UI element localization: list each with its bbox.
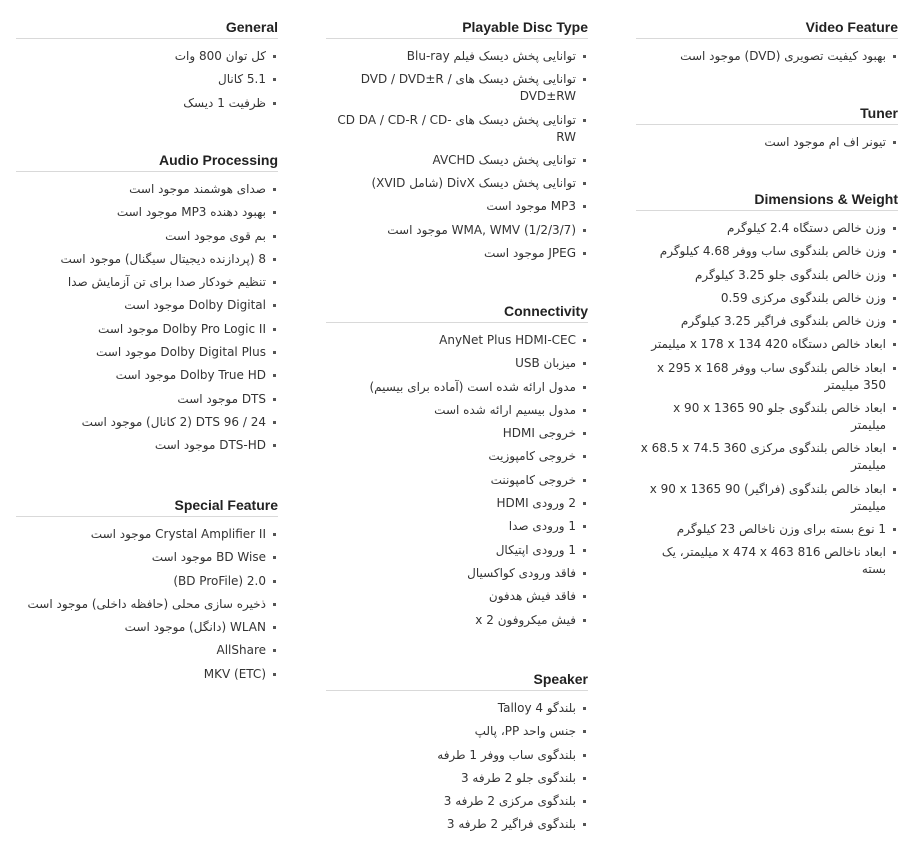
spec-item: بلندگوی جلو 2 طرفه 3 (326, 770, 588, 787)
spec-item: Dolby Digital Plus موجود است (16, 344, 278, 361)
section-title: Special Feature (16, 495, 278, 517)
spec-item: بهبود دهنده MP3 موجود است (16, 204, 278, 221)
spec-item: 1 ورودی اپتیکال (326, 542, 588, 559)
spec-item: Dolby Digital موجود است (16, 297, 278, 314)
spec-item: بلندگوی فراگیر 2 طرفه 3 (326, 816, 588, 833)
spec-item: ذخیره سازی محلی (حافظه داخلی) موجود است (16, 596, 278, 613)
spec-item: میزبان USB (326, 355, 588, 372)
section-speaker (326, 669, 588, 840)
spec-item: بلندگوی ساب ووفر 1 طرفه (326, 747, 588, 764)
spec-item: خروجی کامپوزیت (326, 448, 588, 465)
spec-item: ابعاد خالص بلندگوی ساب ووفر 168 x 295 x 350 میلیمتر (636, 360, 898, 394)
spec-item: JPEG موجود است (326, 245, 588, 262)
spec-item: ابعاد خالص بلندگوی مرکزی 360 x 68.5 x 74.5 میلیمتر (636, 440, 898, 474)
spec-item: (WMA, WMV (1/2/3/7 موجود است (326, 222, 588, 239)
spec-item: WLAN (دانگل) موجود است (16, 619, 278, 636)
spec-list (16, 48, 278, 112)
spec-item: وزن خالص دستگاه 2.4 کیلوگرم (636, 220, 898, 237)
spec-item: وزن خالص بلندگوی فراگیر 3.25 کیلوگرم (636, 313, 898, 330)
section-title: General (16, 17, 278, 39)
spec-item: Crystal Amplifier II موجود است (16, 526, 278, 543)
spec-item: تنظیم خودکار صدا برای تن آزمایش صدا (16, 274, 278, 291)
spec-item: مدول بیسیم ارائه شده است (326, 402, 588, 419)
spec-item: Dolby True HD موجود است (16, 367, 278, 384)
spec-item: ظرفیت 1 دیسک (16, 95, 278, 112)
spec-item: MP3 موجود است (326, 198, 588, 215)
spec-item: Dolby Pro Logic II موجود است (16, 321, 278, 338)
spec-list (326, 48, 588, 262)
spec-item: BD Wise موجود است (16, 549, 278, 566)
spec-item: DTS 96 / 24 (2 کانال) موجود است (16, 414, 278, 431)
spec-item: توانایی پخش دیسک DivX (شامل XVID) (326, 175, 588, 192)
spec-item: وزن خالص بلندگوی جلو 3.25 کیلوگرم (636, 267, 898, 284)
spec-item: تیونر اف ام موجود است (636, 134, 898, 151)
spec-item: (MKV (ETC (16, 666, 278, 683)
section-title: Tuner (636, 103, 898, 125)
spec-item: وزن خالص بلندگوی مرکزی 0.59 (636, 290, 898, 307)
spec-item: AllShare (16, 642, 278, 659)
section-title: Playable Disc Type (326, 17, 588, 39)
spec-item: 2 ورودی HDMI (326, 495, 588, 512)
section-audio-processing (16, 150, 278, 461)
section-title: Connectivity (326, 301, 588, 323)
spec-item: توانایی پخش دیسک AVCHD (326, 152, 588, 169)
section-video-feature (636, 17, 898, 71)
spec-item: بهبود کیفیت تصویری (DVD) موجود است (636, 48, 898, 65)
spec-item: ابعاد خالص دستگاه 420 x 178 x 134 میلیمتر (636, 336, 898, 353)
spec-item: کل توان 800 وات (16, 48, 278, 65)
spec-item: 1 نوع بسته برای وزن ناخالص 23 کیلوگرم (636, 521, 898, 538)
section-playable-disc-type (326, 17, 588, 268)
spec-item: فاقد فیش هدفون (326, 588, 588, 605)
section-title: Video Feature (636, 17, 898, 39)
spec-list (16, 526, 278, 683)
spec-list (636, 134, 898, 151)
spec-item: DTS-HD موجود است (16, 437, 278, 454)
section-tuner (636, 103, 898, 157)
spec-item: بلندگو 4 Talloy (326, 700, 588, 717)
section-connectivity (326, 301, 588, 635)
spec-item: خروجی کامپوننت (326, 472, 588, 489)
spec-item: توانایی پخش دیسک های DVD / DVD±R / DVD±RW (326, 71, 588, 105)
section-title: Dimensions & Weight (636, 189, 898, 211)
spec-item: 8 (پردازنده دیجیتال سیگنال) موجود است (16, 251, 278, 268)
spec-list (326, 332, 588, 629)
section-special-feature (16, 495, 278, 689)
spec-item: فاقد ورودی کواکسیال (326, 565, 588, 582)
spec-item: خروجی HDMI (326, 425, 588, 442)
spec-item: فیش میکروفون 2 x (326, 612, 588, 629)
spec-item: صدای هوشمند موجود است (16, 181, 278, 198)
section-dimensions-weight (636, 189, 898, 585)
spec-item: 5.1 کانال (16, 71, 278, 88)
spec-item: توانایی پخش دیسک فیلم Blu-ray (326, 48, 588, 65)
spec-item: 2.0 (BD ProFile) (16, 573, 278, 590)
spec-item: 1 ورودی صدا (326, 518, 588, 535)
section-title: Audio Processing (16, 150, 278, 172)
spec-item: توانایی پخش دیسک های CD DA / CD-R / CD-RW (326, 112, 588, 146)
spec-item: بم قوی موجود است (16, 228, 278, 245)
section-general (16, 17, 278, 118)
spec-item: ابعاد خالص بلندگوی (فراگیر) 90 x 90 x 1365 میلیمتر (636, 481, 898, 515)
spec-item: ابعاد خالص بلندگوی جلو 90 x 90 x 1365 میلیمتر (636, 400, 898, 434)
spec-item: بلندگوی مرکزی 2 طرفه 3 (326, 793, 588, 810)
spec-item: AnyNet Plus HDMI-CEC (326, 332, 588, 349)
spec-item: وزن خالص بلندگوی ساب ووفر 4.68 کیلوگرم (636, 243, 898, 260)
spec-list (636, 220, 898, 578)
spec-list (636, 48, 898, 65)
spec-list (16, 181, 278, 454)
spec-item: مدول ارائه شده است (آماده برای بیسیم) (326, 379, 588, 396)
spec-item: DTS موجود است (16, 391, 278, 408)
spec-list (326, 700, 588, 833)
spec-item: جنس واحد PP، پالپ (326, 723, 588, 740)
spec-item: ابعاد ناخالص 816 x 474 x 463 میلیمتر، یک بسته (636, 544, 898, 578)
section-title: Speaker (326, 669, 588, 691)
